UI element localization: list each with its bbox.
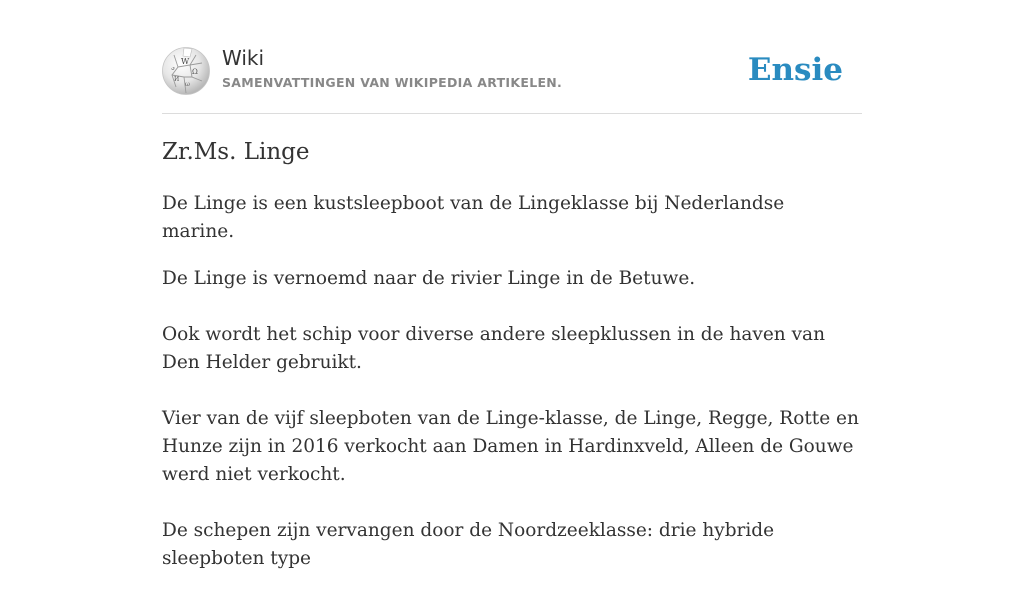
svg-text:ي: ي (171, 65, 175, 71)
article-paragraph: De Linge is vernoemd naar de rivier Linge in de Betuwe. (162, 268, 696, 289)
svg-text:Ω: Ω (192, 68, 198, 76)
article-paragraph: De schepen zijn vervangen door de Noordzeeklasse: drie hybride sleepboten type (162, 520, 775, 569)
site-header (162, 0, 862, 114)
svg-text:ω: ω (185, 81, 190, 88)
site-title[interactable]: Wiki (222, 46, 265, 70)
ensie-brand-link[interactable]: Ensie (747, 52, 843, 88)
article-body (162, 190, 862, 601)
content-container (162, 0, 862, 569)
article-title: Zr.Ms. Linge (162, 139, 310, 165)
svg-text:И: И (174, 76, 180, 83)
article-paragraph: Vier van de vijf sleepboten van de Linge-klasse, de Linge, Regge, Rotte en Hunze zijn in 2016 verkocht aan Damen in Hardinxveld, Alleen de Gouwe werd niet verkocht. (162, 408, 859, 485)
svg-text:W: W (181, 57, 190, 66)
wikipedia-globe-icon[interactable] (162, 47, 210, 95)
article-lead: De Linge is een kustsleepboot van de Lingeklasse bij Nederlandse marine. (162, 193, 785, 242)
article-paragraph: Ook wordt het schip voor diverse andere sleepklussen in de haven van Den Helder gebruikt. (162, 324, 825, 373)
site-subtitle: SAMENVATTINGEN VAN WIKIPEDIA ARTIKELEN. (222, 75, 563, 90)
